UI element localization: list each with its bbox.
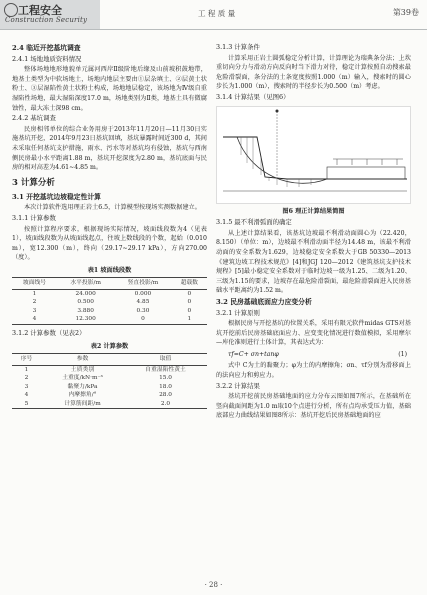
- table-header-cell: 取值: [124, 354, 207, 366]
- heading-3-2: 3.2 民房基础底面应力应变分析: [216, 297, 312, 306]
- table-cell: 1: [187, 316, 192, 323]
- heading-3-1-3: 3.1.3 计算条件: [216, 43, 260, 51]
- header-rule: [0, 29, 427, 30]
- heading-3-2-1: 3.2.1 计算原则: [216, 308, 260, 317]
- slope-profile: [223, 137, 407, 179]
- journal-title-en: Construction Security: [5, 16, 88, 24]
- paragraph-params: 按照计算程序要求，根据现场实际情况，坡面线段数为4（见表1），坡面线段数为从坡面线起点，往坡上数线段的个数，起始（0.010 m），宽12.300（m），终向（29.17~29.17 kPa），方向270.00（度）。: [12, 225, 207, 262]
- table-cell: 土重度/kN·m⁻³: [62, 375, 103, 382]
- table-row: [12, 383, 207, 392]
- slope-stability-drawing: [217, 107, 412, 203]
- table-slope-segments: [12, 277, 207, 325]
- right-column: [216, 42, 411, 421]
- paragraph-critical-slip: 从上述计算结果看，该基坑边坡最不利滑动面圆心为（22.420，8.150）（单位：m），边坡最不利滑动面半径为14.48 m，该最不利滑动面的安全系数为1.629，边坡稳定安全系数大于GB 50330—2013《建筑边坡工程技术规范》[4]和JGJ 120—2012《建筑基坑支护技术规程》[5]最小稳定安全系数对于临时边坡一级为1.25、二级为1.20、三级为1.15的要求，边坡存在最危险滑裂面，最危险滑裂面进入民房基础水平距离约为1.52 m。: [216, 229, 411, 295]
- table-cell: 4.85: [136, 299, 150, 306]
- heading-2-4-1: 2.4.1 场地地质资料情况: [12, 54, 82, 63]
- table-cell: 4: [24, 392, 29, 399]
- table-header-cell: 水平投影/m: [57, 278, 114, 290]
- heading-3-2-2: 3.2.2 计算结果: [216, 381, 260, 390]
- table-row: [12, 374, 207, 383]
- table-cell: 黏聚力/kPa: [67, 383, 98, 390]
- table-calc-params: [12, 353, 207, 409]
- table-cell: 15.0: [159, 375, 172, 382]
- paragraph-formula-notes: 式中 C为土的黏聚力；φ为土的内摩擦角；σn、τf分别为滑移面上的法向应力和剪应力。: [216, 362, 411, 380]
- slice-lines: [241, 137, 311, 187]
- heading-3-1-5: 3.1.5 最不利滑弧面的确定: [216, 218, 292, 227]
- table-cell: 自重湿陷性黄土: [145, 366, 186, 373]
- table-cell: 土质类别: [70, 366, 95, 373]
- left-column: [12, 42, 207, 409]
- table-cell: 24.000: [75, 290, 96, 297]
- heading-3: 3 计算分析: [12, 177, 55, 188]
- table-cell: 2: [24, 375, 29, 382]
- table-cell: 3: [24, 383, 29, 390]
- journal-logo-icon: [4, 3, 18, 17]
- paragraph-geology: 整体场地地形地貌单元属河西岸Ⅱ级阶地后缘及山前坡积鼓地带，地基土类型为中软场地土，场地内地层主要由①层杂填土、②层黄土状粉土、③层湿陷性黄土状粉土构成，场地地层稳定，该场地为Ⅳ级自重湿陷性场地，最大湿陷深度17.0 m，场地类别为Ⅱ类，地基土具有微腐蚀性，最大冻土深98 cm。: [12, 66, 207, 112]
- table-cell: 0: [187, 299, 192, 306]
- surcharge-arrows: [333, 159, 403, 165]
- table-cell: 18.0: [159, 383, 172, 390]
- table-cell: 0: [141, 316, 145, 323]
- table-header-cell: 参数: [41, 354, 124, 366]
- table-row: [12, 315, 207, 324]
- table-header-cell: 坡面线号: [12, 278, 57, 290]
- page-number: · 28 ·: [204, 581, 223, 589]
- slip-circle-center: [276, 109, 279, 112]
- section-category: 工 程 质 量: [198, 9, 236, 18]
- table-cell: 1: [24, 366, 29, 373]
- formula-expression: τf=C+ σn+tanφ: [228, 350, 279, 358]
- table-cell: 0.30: [136, 307, 150, 314]
- heading-3-1-1: 3.1.1 计算参数: [12, 213, 56, 222]
- table-cell: 计算筋间距/m: [64, 400, 101, 407]
- table-cell: 4: [32, 316, 37, 323]
- table-cell: 5: [24, 400, 29, 407]
- table-cell: 3.880: [77, 307, 94, 314]
- table-cell: 1: [32, 290, 37, 297]
- heading-2-4-2: 2.4.2 基坑调查: [12, 114, 56, 123]
- heading-3-1: 3.1 开挖基坑边坡稳定性计算: [12, 192, 101, 201]
- table-cell: 2: [32, 299, 37, 306]
- table-row: [12, 289, 207, 298]
- paragraph-fem-principle: 根据民房与开挖基坑的位置关系，采用有限元软件midas GTS对基坑开挖前后民房基础底面应力、应变变化情况进行数值模拟，采用摩尔—库伦准则进行土体计算，其表达式为：: [216, 320, 411, 347]
- heading-3-1-4: 3.1.4 计算结果（见图6）: [216, 92, 290, 101]
- table-1-caption: 表1 坡面线段数: [87, 266, 132, 274]
- critical-slip-arc: [237, 137, 327, 183]
- table-cell: 12.300: [75, 316, 96, 323]
- table-2-caption: 表2 计算参数: [90, 342, 129, 350]
- paragraph-software: 本次计算软件选用理正岩土6.5，计算模型按现场实测数据建立。: [24, 204, 201, 212]
- table-header-cell: 序号: [12, 354, 41, 366]
- heading-2-4: 2.4 临近开挖基坑调查: [12, 44, 81, 52]
- table-header-cell: 超载数: [172, 278, 207, 290]
- house-foundation: [327, 167, 405, 179]
- page-header: [0, 0, 427, 30]
- table-cell: 3: [32, 307, 37, 314]
- table-row: [12, 365, 207, 374]
- table-row: [12, 298, 207, 307]
- paragraph-calc-conditions: 计算采用正岩土圆弧稳定分析计算，计算理论为瑞典条分法；上坎重切向分力与滑动方向反向时当下滑力对待，稳定计算按照自动搜索最危险滑裂面，条分法的土条宽度按照1.000（m）输入，搜索时的圆心步长为1.000（m），搜索时的半径步长为0.500（m）考虑。: [216, 54, 411, 91]
- formula-number: (1): [398, 350, 407, 358]
- paragraph-results: 基坑开挖前民房基础地面的应力分布云图如图7所示，在基础所在竖向截面间距为1.0 m取10个点进行分析，所有点均承受压力值，基础底部应力曲线结果如图8所示：基坑开挖后民房基础地面的应: [216, 393, 411, 420]
- formula-1: [216, 350, 411, 360]
- table-cell: 28.0: [159, 392, 172, 399]
- table-cell: 0.500: [77, 299, 94, 306]
- table-row: [12, 400, 207, 409]
- table-cell: 内摩擦角/°: [68, 392, 97, 399]
- table-cell: 0: [187, 307, 192, 314]
- paragraph-pit-survey: 民房相邻单位的综合业务用房于2013年11月20日—11月30日实施基坑开挖，2014年9月23日基坑回填，基坑暴露时间近300 d，其间未采取任何基坑支护措施，雨水、污水等对基坑均有侵蚀，基坑与西南侧民房最小水平距离1.88 m，基坑开挖深度为2.80 m，基坑底面与民房的相对高差为4.61~4.85 m。: [12, 125, 207, 172]
- table-cell: 2.0: [160, 400, 171, 407]
- heading-3-1-2: 3.1.2 计算参数（见表2）: [12, 328, 86, 337]
- table-cell: 0: [187, 290, 192, 297]
- volume-label: 第39卷: [392, 8, 419, 17]
- figure-6-slope-diagram: [216, 106, 411, 204]
- table-row: [12, 391, 207, 400]
- figure-6-caption: 图6 理正计算结果简图: [282, 207, 345, 215]
- table-cell: 0.000: [134, 290, 152, 297]
- table-header-cell: 竖直投影/m: [114, 278, 171, 290]
- journal-title: 工程安全: [18, 4, 62, 17]
- table-row: [12, 307, 207, 316]
